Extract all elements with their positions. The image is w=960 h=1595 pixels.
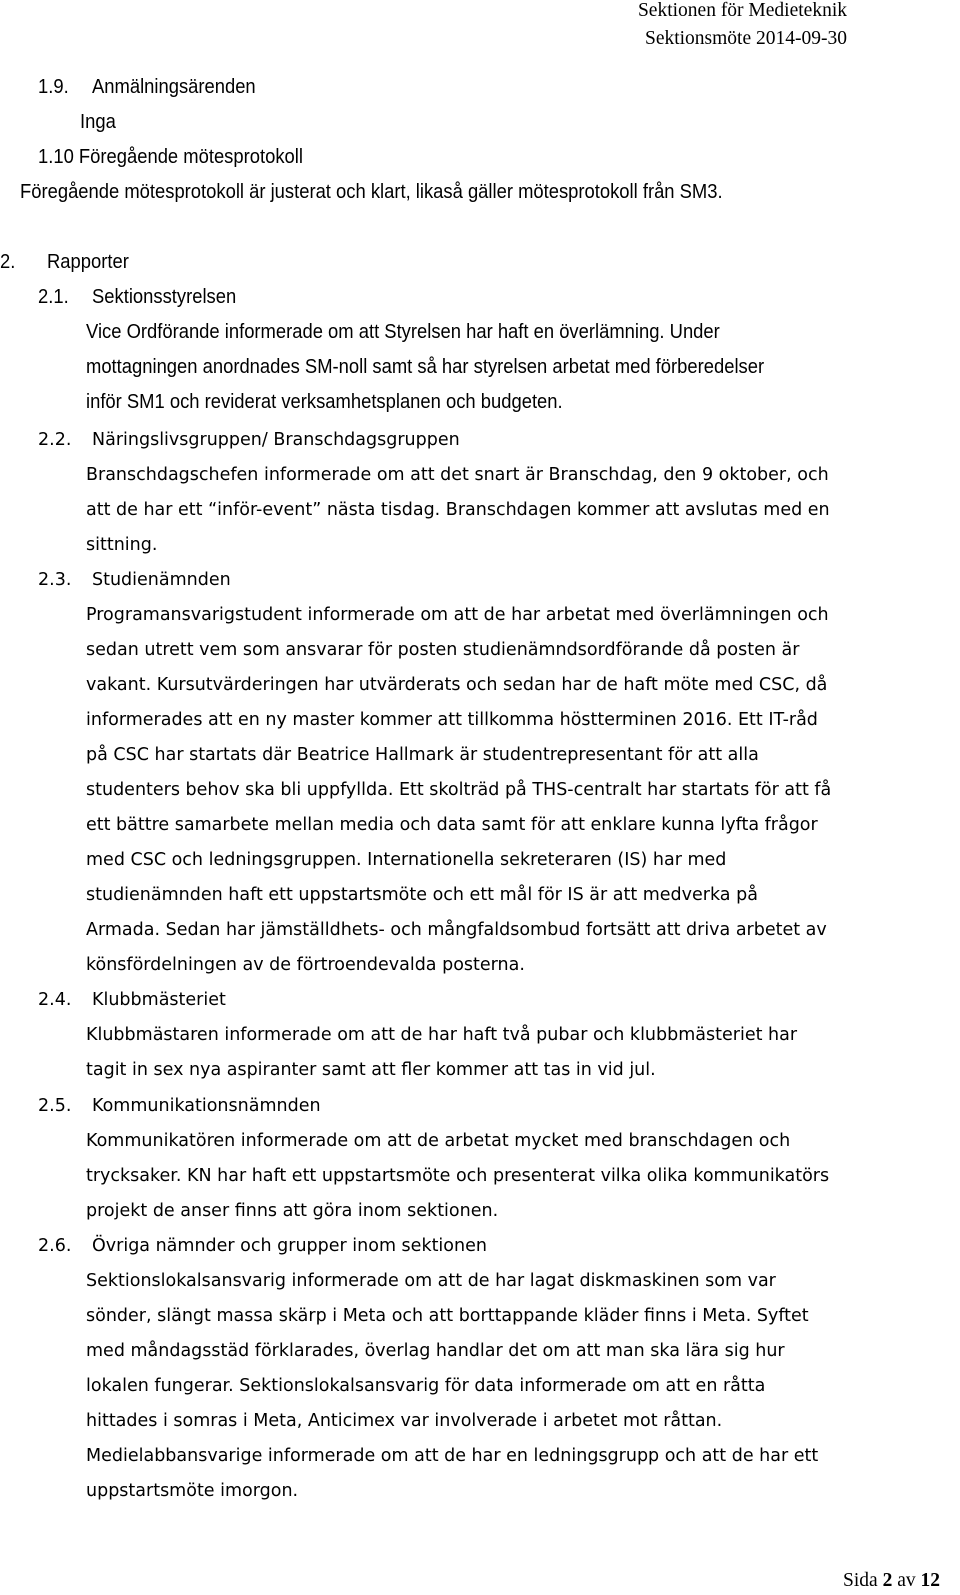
section-body-2-4 — [86, 1018, 956, 1088]
section-title-2-2: Näringslivsgruppen/ Branschdagsgruppen — [92, 430, 460, 450]
section-title-2-4: Klubbmästeriet — [92, 990, 226, 1010]
section-number-2-4: 2.4. — [38, 990, 72, 1010]
body-line: Branschdagschefen informerade om att det snart är Branschdag, den 9 oktober, och — [86, 465, 829, 485]
section-body-2-6 — [86, 1264, 956, 1509]
body-line: att de har ett “inför-event” nästa tisdag. Branschdagen kommer att avslutas med en — [86, 500, 830, 520]
header-org: Sektionen för Medieteknik — [637, 0, 847, 21]
section-title-2-5: Kommunikationsnämnden — [92, 1096, 321, 1116]
total-pages: 12 — [920, 1570, 940, 1591]
body-line: Programansvarigstudent informerade om att de har arbetat med överlämningen och — [86, 605, 829, 625]
body-line: med CSC och ledningsgruppen. Internationella sekreteraren (IS) har med — [86, 850, 727, 870]
page-number — [843, 1566, 940, 1595]
body-line: Vice Ordförande informerade om att Styrelsen har haft en överlämning. Under — [86, 321, 720, 343]
section-title-2-1: Sektionsstyrelsen — [92, 286, 237, 308]
body-line: uppstartsmöte imorgon. — [86, 1481, 299, 1501]
section-body-2-5 — [86, 1124, 956, 1229]
section-body-1-9: Inga — [80, 111, 116, 133]
body-line: Armada. Sedan har jämställdhets- och mångfaldsombud fortsätt att driva arbetet av — [86, 920, 827, 940]
body-line: inför SM1 och reviderat verksamhetsplanen och budgeten. — [86, 391, 563, 413]
page-sep: av — [897, 1570, 916, 1591]
body-line: vakant. Kursutvärderingen har utvärderats och sedan har de haft möte med CSC, då — [86, 675, 828, 695]
body-line: informerades att en ny master kommer att tillkomma höstterminen 2016. Ett IT-råd — [86, 710, 818, 730]
body-line: hittades i somras i Meta, Anticimex var involverade i arbetet mot råttan. — [86, 1411, 723, 1431]
body-line: sönder, slängt massa skärp i Meta och att borttappande kläder finns i Meta. Syftet — [86, 1306, 809, 1326]
body-line: Kommunikatören informerade om att de arbetat mycket med branschdagen och — [86, 1131, 791, 1151]
section-body-1-10: Föregående mötesprotokoll är justerat och klart, likaså gäller mötesprotokoll från SM3. — [20, 181, 723, 203]
page-prefix: Sida — [843, 1570, 878, 1591]
section-number-2-5: 2.5. — [38, 1096, 72, 1116]
body-line: projekt de anser finns att göra inom sektionen. — [86, 1201, 499, 1221]
body-line: sedan utrett vem som ansvarar för posten studienämndsordförande då posten är — [86, 640, 800, 660]
section-title-2-6: Övriga nämnder och grupper inom sektionen — [92, 1236, 487, 1256]
body-line: Medielabbansvarige informerade om att de har en ledningsgrupp och att de har ett — [86, 1446, 819, 1466]
header-meeting-date: Sektionsmöte 2014-09-30 — [644, 28, 847, 49]
section-title-2-3: Studienämnden — [92, 570, 231, 590]
body-line: Sektionslokalsansvarig informerade om att de har lagat diskmaskinen som var — [86, 1271, 776, 1291]
section-body-2-1 — [86, 315, 956, 420]
body-line: tagit in sex nya aspiranter samt att fler kommer att tas in vid jul. — [86, 1060, 656, 1080]
body-line: mottagningen anordnades SM-noll samt så har styrelsen arbetat med förberedelser — [86, 356, 765, 378]
section-number-2: 2. — [0, 251, 16, 273]
section-body-2-2 — [86, 458, 956, 563]
body-line: ett bättre samarbete mellan media och data samt för att enklare kunna lyfta frågor — [86, 815, 818, 835]
section-number-1-9: 1.9. — [38, 76, 69, 98]
section-body-2-3 — [86, 598, 956, 983]
section-title-2: Rapporter — [47, 251, 129, 273]
body-line: studenters behov ska bli uppfyllda. Ett skolträd på THS-centralt har startats för att få — [86, 780, 832, 800]
section-number-2-1: 2.1. — [38, 286, 69, 308]
body-line: lokalen fungerar. Sektionslokalsansvarig för data informerade om att en råtta — [86, 1376, 766, 1396]
section-title-1-9: Anmälningsärenden — [92, 76, 256, 98]
body-line: sittning. — [86, 535, 158, 555]
body-line: Klubbmästaren informerade om att de har haft två pubar och klubbmästeriet har — [86, 1025, 798, 1045]
body-line: trycksaker. KN har haft ett uppstartsmöte och presenterat vilka olika kommunikatörs — [86, 1166, 830, 1186]
section-title-1-10: 1.10 Föregående mötesprotokoll — [38, 146, 303, 168]
body-line: på CSC har startats där Beatrice Hallmark är studentrepresentant för att alla — [86, 745, 759, 765]
current-page: 2 — [882, 1570, 893, 1591]
section-number-2-3: 2.3. — [38, 570, 72, 590]
section-number-2-6: 2.6. — [38, 1236, 72, 1256]
body-line: med måndagsstäd förklarades, överlag handlar det om att man ska lära sig hur — [86, 1341, 785, 1361]
section-number-2-2: 2.2. — [38, 430, 72, 450]
body-line: studienämnden haft ett uppstartsmöte och ett mål för IS är att medverka på — [86, 885, 758, 905]
body-line: könsfördelningen av de förtroendevalda posterna. — [86, 955, 525, 975]
